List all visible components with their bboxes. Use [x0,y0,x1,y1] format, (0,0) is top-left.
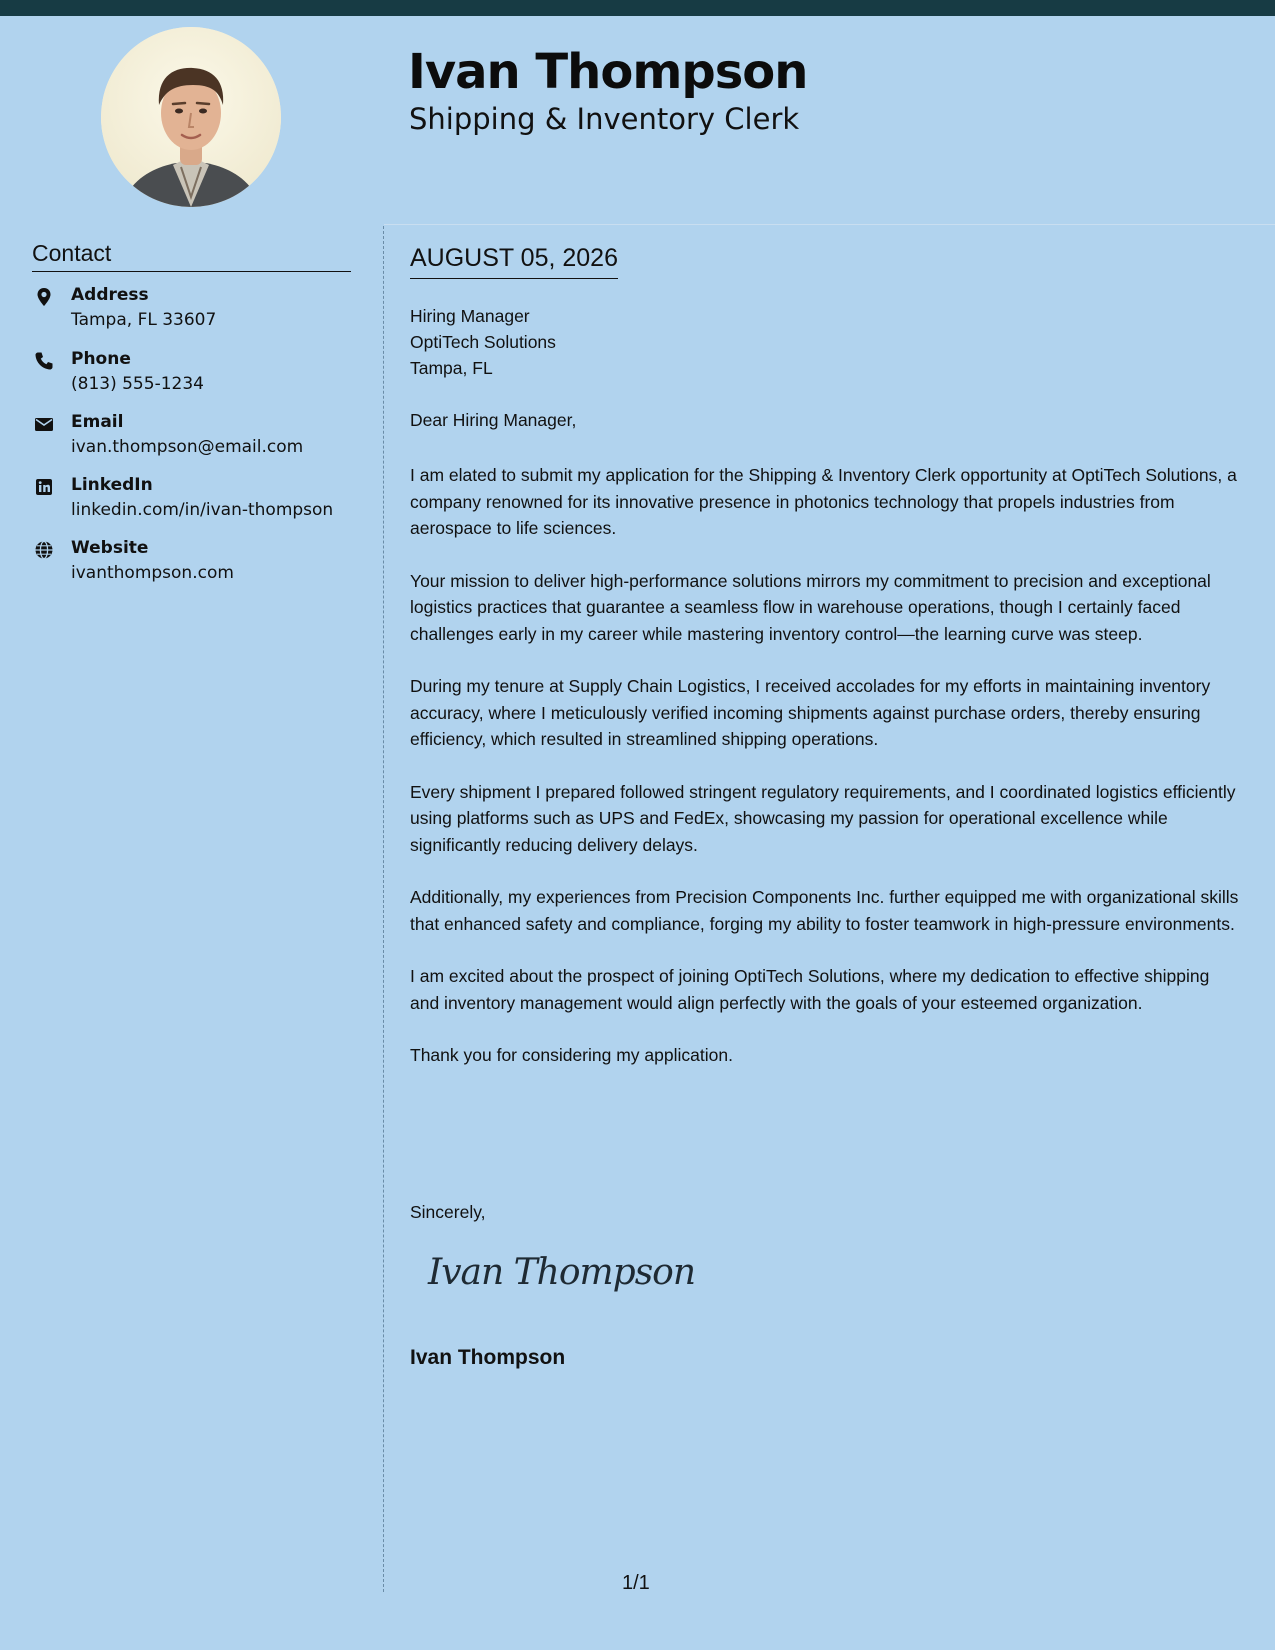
letter-body [410,462,1242,1095]
letter-paragraph: During my tenure at Supply Chain Logistics, I received accolades for my efforts in maintaining inventory accuracy, where I meticulously verified incoming shipments against purchase orders, thereby ensuring efficiency, which resulted in streamlined shipping operations. [410,676,1211,749]
letter-closing: Sincerely, [410,1202,486,1222]
contact-heading: Contact [32,240,351,272]
job-title: Shipping & Inventory Clerk [409,102,800,136]
linkedin-value[interactable]: linkedin.com/in/ivan-thompson [71,500,334,520]
contact-label: Phone [71,349,131,369]
email-icon [34,414,54,434]
contact-label: LinkedIn [71,475,153,495]
contact-label: Website [71,538,149,558]
location-pin-icon [34,287,54,307]
salutation: Dear Hiring Manager, [410,410,577,430]
letter-paragraph: I am elated to submit my application for the Shipping & Inventory Clerk opportunity at OptiTech Solutions, a company renowned for its innovative presence in photonics technology that propels industries from aerospace to life sciences. [410,465,1237,538]
globe-icon [34,540,54,560]
phone-icon [34,351,54,371]
recipient-company: OptiTech Solutions [410,332,556,352]
avatar-portrait [101,27,281,207]
top-accent-bar [0,0,1275,16]
recipient-block [410,303,556,381]
email-value[interactable]: ivan.thompson@email.com [71,437,304,457]
page-number: 1/1 [622,1572,650,1594]
letter-paragraph: Your mission to deliver high-performance solutions mirrors my commitment to precision and exceptional logistics practices that guarantee a seamless flow in warehouse operations, though I certainly faced challenges early in my career while mastering inventory control—the learning curve was steep. [410,570,1211,644]
candidate-name: Ivan Thompson [408,44,808,100]
phone-value[interactable]: (813) 555-1234 [71,374,204,394]
letter-paragraph: I am excited about the prospect of joining OptiTech Solutions, where my dedication to effective shipping and inventory management would align perfectly with the goals of your esteemed organization. [410,966,1210,1013]
recipient-name: Hiring Manager [410,306,530,326]
column-divider [383,226,384,1592]
website-value[interactable]: ivanthompson.com [71,563,234,583]
address-value: Tampa, FL 33607 [71,310,217,330]
letter-paragraph: Additionally, my experiences from Precision Components Inc. further equipped me with organizational skills that enhanced safety and compliance, forging my ability to foster teamwork in high-pressure environments. [410,887,1239,934]
signer-name: Ivan Thompson [410,1346,566,1369]
header-divider [384,224,1275,225]
letter-paragraph: Thank you for considering my application. [410,1045,733,1065]
avatar [101,27,281,207]
letter-paragraph: Every shipment I prepared followed stringent regulatory requirements, and I coordinated logistics efficiently using platforms such as UPS and FedEx, showcasing my passion for operational excellence while significantly reducing delivery delays. [410,781,1236,855]
contact-label: Email [71,412,124,432]
linkedin-icon [34,477,54,497]
handwritten-signature: Ivan Thompson [428,1252,696,1293]
contact-label: Address [71,285,149,305]
recipient-location: Tampa, FL [410,358,493,378]
letter-date: AUGUST 05, 2026 [410,244,618,279]
